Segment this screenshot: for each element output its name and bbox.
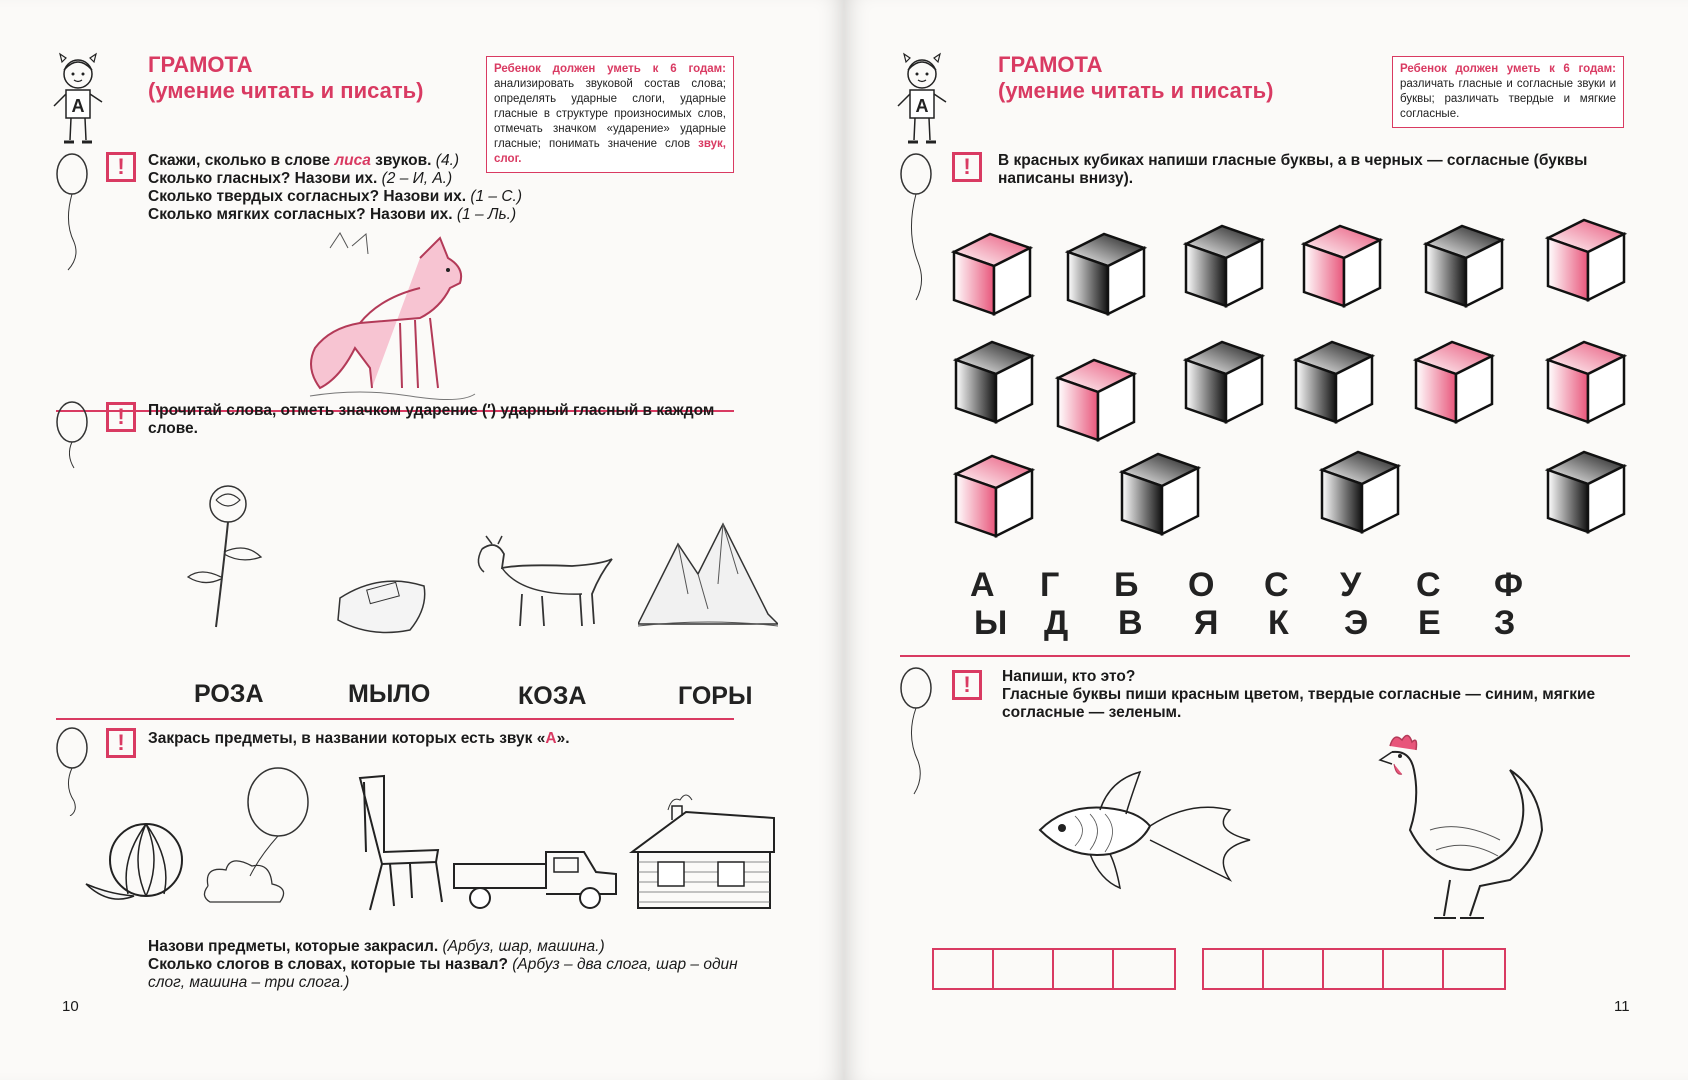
chair-illustration	[350, 772, 446, 912]
red-cube[interactable]	[950, 230, 1034, 318]
left-subtitle: (умение читать и писать)	[148, 78, 424, 103]
task3-text: Закрась предметы, в названии которых есть звук «	[148, 730, 546, 747]
right-page	[844, 0, 1688, 1080]
right-info-box	[1392, 56, 1624, 128]
soap-illustration	[330, 568, 434, 640]
letter-bottom-4: К	[1268, 604, 1289, 642]
right-task1: В красных кубиках напиши гласные буквы, а в черных — согласные (буквы написаны внизу).	[998, 152, 1588, 187]
letter-top-1: Г	[1040, 566, 1060, 604]
girl-letter-a-icon	[48, 52, 108, 152]
task1-line1: Скажи, сколько в слове	[148, 152, 335, 169]
left-info-head: Ребенок должен уметь к 6 годам:	[494, 63, 726, 75]
letter-bottom-5: Э	[1344, 604, 1369, 642]
task1-answer2: (2 – И, А.)	[381, 170, 453, 187]
letter-bottom-1: Д	[1044, 604, 1069, 642]
right-task2-line1: Напиши, кто это?	[1002, 668, 1136, 685]
exclamation-icon: !	[106, 402, 136, 432]
red-cube[interactable]	[952, 452, 1036, 540]
letter-bottom-3: Я	[1194, 604, 1219, 642]
exclamation-icon: !	[952, 670, 982, 700]
rooster-illustration	[1370, 730, 1546, 924]
right-title: ГРАМОТА	[998, 52, 1103, 77]
black-cube[interactable]	[1318, 448, 1402, 536]
task3-letter-a: А	[545, 730, 557, 747]
letter-top-2: Б	[1114, 566, 1139, 604]
right-info-text: различать гласные и согласные звуки и буквы; различать твердые и мягкие согласные.	[1400, 78, 1616, 120]
red-cube[interactable]	[1054, 356, 1138, 444]
task1-answer4: (1 – Ль.)	[456, 206, 517, 223]
task1-line1-end: звуков.	[370, 152, 432, 169]
task1-line2: Сколько гласных? Назови их.	[148, 170, 378, 187]
letter-top-5: У	[1340, 566, 1362, 604]
left-info-emph: звук, слог.	[494, 138, 726, 165]
right-divider	[900, 655, 1630, 657]
goldfish-illustration	[1030, 770, 1252, 896]
exclamation-icon: !	[106, 728, 136, 758]
letter-bottom-7: З	[1494, 604, 1516, 642]
word-koza: КОЗА	[518, 682, 587, 710]
answer-cells-rooster[interactable]	[1202, 948, 1506, 990]
black-cube[interactable]	[1292, 338, 1376, 426]
word-mylo: МЫЛО	[348, 680, 431, 708]
question2: Сколько слогов в словах, которые ты назвал?	[148, 956, 508, 973]
page-number-left: 10	[62, 998, 79, 1015]
right-task2	[1002, 668, 1630, 722]
left-task1	[148, 152, 568, 224]
page-number-right: 11	[1614, 998, 1630, 1015]
task1-line3: Сколько твердых согласных? Назови их.	[148, 188, 466, 205]
task1-answer1: (4.)	[435, 152, 460, 169]
red-cube[interactable]	[1300, 222, 1384, 310]
letter-top-7: Ф	[1494, 566, 1524, 604]
black-cube[interactable]	[952, 338, 1036, 426]
black-cube[interactable]	[1544, 448, 1628, 536]
right-subtitle: (умение читать и писать)	[998, 78, 1274, 103]
question2-answer: (Арбуз – два слога, шар – один слог, машина – три слога.)	[148, 956, 738, 991]
red-cube[interactable]	[1544, 338, 1628, 426]
right-task2-line2: Гласные буквы пиши красным цветом, твердые согласные — синим, мягкие согласные — зеленым.	[1002, 686, 1596, 721]
right-info-head: Ребенок должен уметь к 6 годам:	[1400, 63, 1616, 75]
girl-letter-a-icon	[892, 52, 952, 152]
balloon-icon	[898, 152, 934, 302]
letter-bottom-2: В	[1118, 604, 1143, 642]
rose-illustration	[176, 482, 276, 632]
word-gory: ГОРЫ	[678, 682, 753, 710]
left-info-text: анализировать звуковой состав слова; определять ударные слоги, ударные гласные в структуре произносимых слов, отмечать значком «ударение» ударные гласные; понимать значение слов	[494, 78, 726, 150]
balloon-icon	[898, 666, 934, 796]
left-task3	[148, 730, 736, 748]
letter-bottom-6: Е	[1418, 604, 1441, 642]
letter-top-6: С	[1416, 566, 1441, 604]
letter-top-3: О	[1188, 566, 1215, 604]
left-task2: Прочитай слова, отметь значком ударение (′) ударный гласный в каждом слове.	[148, 402, 715, 437]
exclamation-icon: !	[952, 152, 982, 182]
black-cube[interactable]	[1064, 230, 1148, 318]
svg-text:A: A	[71, 96, 85, 116]
word-roza: РОЗА	[194, 680, 264, 708]
task1-answer3: (1 – С.)	[470, 188, 522, 205]
black-cube[interactable]	[1118, 450, 1202, 538]
black-cube[interactable]	[1182, 222, 1266, 310]
task1-line4: Сколько мягких согласных? Назови их.	[148, 206, 453, 223]
balloon-icon	[54, 152, 90, 272]
letter-bottom-0: Ы	[974, 604, 1008, 642]
goat-illustration	[462, 534, 622, 634]
black-cube[interactable]	[1182, 338, 1266, 426]
task3-text-end: ».	[556, 730, 570, 747]
exclamation-icon: !	[106, 152, 136, 182]
truck-illustration	[450, 844, 620, 912]
question1-answer: (Арбуз, шар, машина.)	[442, 938, 605, 955]
red-cube[interactable]	[1412, 338, 1496, 426]
fox-illustration	[300, 228, 480, 403]
balloon-illustration	[200, 766, 330, 906]
left-title: ГРАМОТА	[148, 52, 253, 77]
letter-top-4: С	[1264, 566, 1289, 604]
svg-text:A: A	[915, 96, 929, 116]
house-illustration	[628, 790, 778, 914]
task1-word-lisa: лиса	[334, 152, 371, 169]
left-divider-2	[56, 718, 734, 720]
question1: Назови предметы, которые закрасил.	[148, 938, 439, 955]
watermelon-illustration	[84, 814, 194, 906]
red-cube[interactable]	[1544, 216, 1628, 304]
mountains-illustration	[638, 514, 778, 634]
balloon-icon	[54, 726, 90, 816]
letter-top-0: А	[970, 566, 995, 604]
black-cube[interactable]	[1422, 222, 1506, 310]
balloon-icon	[54, 400, 90, 470]
answer-cells-fish[interactable]	[932, 948, 1176, 990]
left-questions	[148, 938, 748, 992]
